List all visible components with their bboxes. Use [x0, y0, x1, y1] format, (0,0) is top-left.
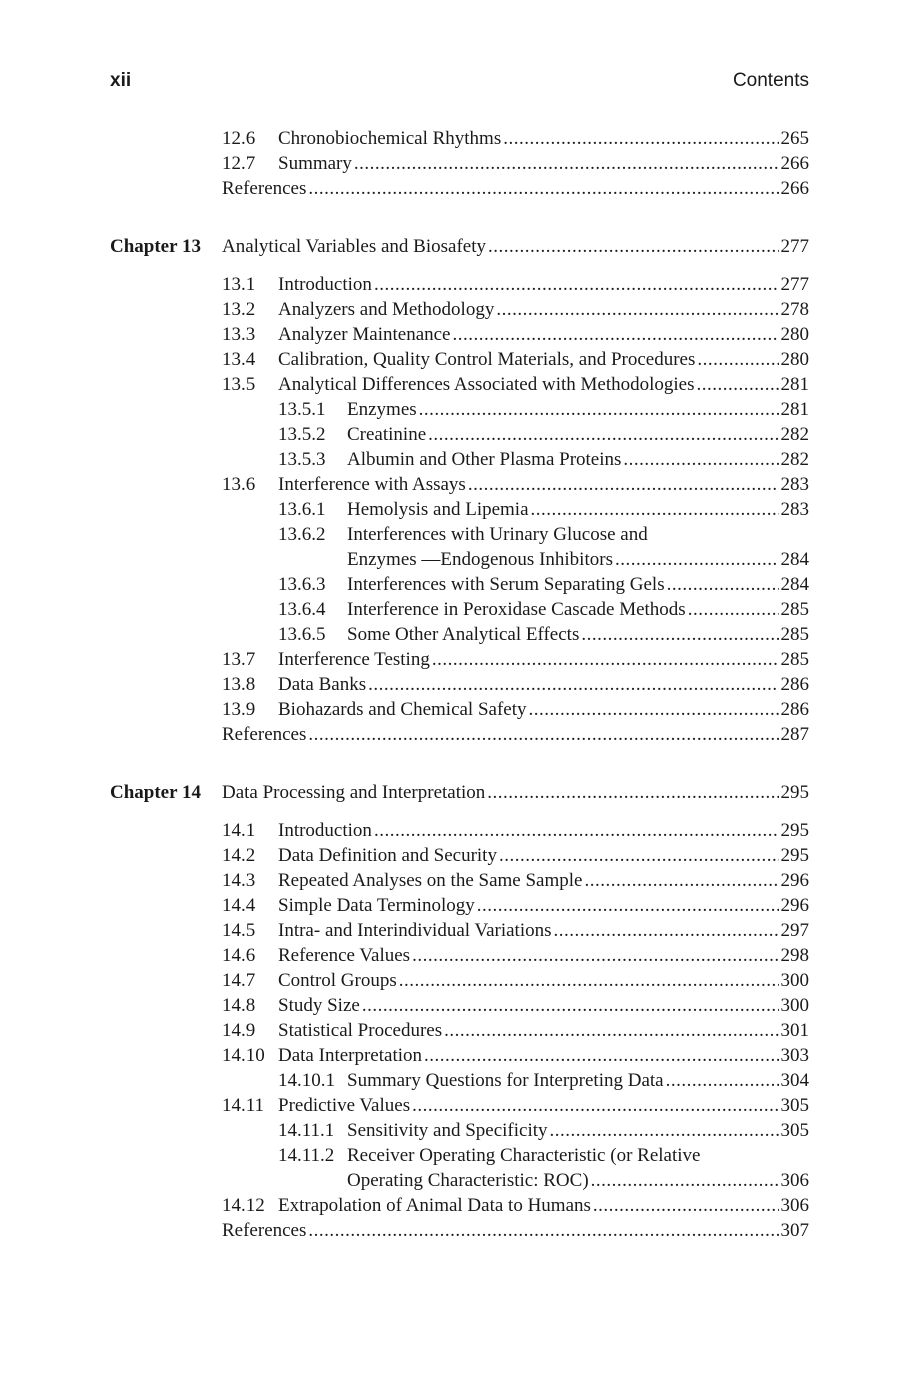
toc-entry [278, 818, 809, 843]
toc-page-number: 295 [780, 845, 809, 866]
toc-entry-title: Introduction [278, 274, 372, 295]
toc-entry-title: Sensitivity and Specificity [347, 1120, 548, 1141]
toc-page-number: 286 [780, 699, 809, 720]
section-row [110, 893, 809, 918]
dot-leader [432, 647, 779, 672]
dot-leader [368, 672, 778, 697]
dot-leader [667, 572, 779, 597]
toc-entry [278, 918, 809, 943]
toc-entry [347, 397, 809, 422]
toc-entry-title: Receiver Operating Characteristic (or Relative [347, 1145, 701, 1166]
dot-leader [503, 126, 778, 151]
section-row [110, 918, 809, 943]
toc-entry-number: 14.7 [222, 970, 256, 991]
dot-leader [496, 297, 778, 322]
section-row [110, 422, 809, 447]
toc-page-number: 280 [780, 349, 809, 370]
toc-entry [347, 1068, 809, 1093]
toc-page-number: 297 [780, 920, 809, 941]
toc-entry-title: Data Interpretation [278, 1045, 423, 1066]
toc-page-number: 287 [780, 724, 809, 745]
toc-page-number: 304 [780, 1070, 809, 1091]
toc-page-number: 283 [780, 474, 809, 495]
section-row [110, 843, 809, 868]
section-row [110, 397, 809, 422]
section-row [110, 1193, 809, 1218]
toc-entry-title: Data Definition and Security [278, 845, 497, 866]
references-row [110, 1218, 809, 1243]
page-folio: xii [110, 70, 132, 91]
toc-entry-number: 13.6.3 [278, 574, 326, 595]
section-row [110, 447, 809, 472]
section-row [110, 472, 809, 497]
toc-entry-number: 13.5.1 [278, 399, 326, 420]
toc-page-number: 281 [780, 374, 809, 395]
toc-entry-title: Creatinine [347, 424, 427, 445]
toc-entry [347, 547, 809, 572]
toc-entry-number: 14.11.1 [278, 1120, 335, 1141]
toc-entry [278, 647, 809, 672]
dot-leader [419, 397, 779, 422]
toc-entry [278, 943, 809, 968]
toc-entry-number: 14.2 [222, 845, 256, 866]
section-row [110, 151, 809, 176]
toc-page-number: 284 [780, 574, 809, 595]
toc-entry-title: Data Banks [278, 674, 367, 695]
dot-leader [477, 893, 779, 918]
toc-page-number: 282 [780, 424, 809, 445]
toc-entry-title: Enzymes —Endogenous Inhibitors [347, 549, 613, 570]
section-row [110, 697, 809, 722]
toc-entry [222, 722, 809, 747]
toc-entry [347, 522, 809, 547]
toc-page-number: 265 [780, 128, 809, 149]
toc-page-number: 305 [780, 1095, 809, 1116]
toc-page-number: 301 [780, 1020, 809, 1041]
toc-entry [347, 447, 809, 472]
toc-entry [278, 672, 809, 697]
toc-page-number: 295 [780, 820, 809, 841]
dot-leader [615, 547, 779, 572]
toc-page-number: 277 [780, 236, 809, 257]
section-row [110, 126, 809, 151]
section-row [110, 943, 809, 968]
toc-page-number: 280 [780, 324, 809, 345]
toc-entry-number: 13.5 [222, 374, 256, 395]
toc-entry [347, 1168, 809, 1193]
toc-entry-title: Repeated Analyses on the Same Sample [278, 870, 583, 891]
section-row [110, 597, 809, 622]
toc-entry-title: Albumin and Other Plasma Proteins [347, 449, 622, 470]
toc-entry-title: References [222, 178, 307, 199]
toc-entry [347, 422, 809, 447]
section-row-continuation [110, 547, 809, 572]
toc-entry [222, 176, 809, 201]
dot-leader [308, 1218, 778, 1243]
toc-entry [278, 297, 809, 322]
section-row [110, 272, 809, 297]
toc-entry-title: Reference Values [278, 945, 411, 966]
toc-entry [222, 234, 809, 259]
dot-leader [424, 1043, 778, 1068]
toc-page-number: 300 [780, 970, 809, 991]
toc-entry-number: 14.12 [222, 1195, 265, 1216]
dot-leader [591, 1168, 779, 1193]
dot-leader [453, 322, 779, 347]
toc-page-number: 285 [780, 624, 809, 645]
toc-page-number: 281 [780, 399, 809, 420]
dot-leader [531, 497, 779, 522]
toc-entry [278, 126, 809, 151]
spacer [110, 805, 809, 818]
references-row [110, 722, 809, 747]
toc-entry [278, 372, 809, 397]
dot-leader [444, 1018, 778, 1043]
dot-leader [412, 943, 778, 968]
toc-entry [347, 497, 809, 522]
chapter-heading [110, 780, 809, 805]
toc-entry [278, 843, 809, 868]
toc-entry [347, 597, 809, 622]
toc-entry-title: Biohazards and Chemical Safety [278, 699, 527, 720]
toc-entry-number: 14.11.2 [278, 1145, 335, 1166]
dot-leader [487, 780, 778, 805]
toc-page-number: 286 [780, 674, 809, 695]
section-row [110, 347, 809, 372]
dot-leader [428, 422, 778, 447]
section-row [110, 868, 809, 893]
section-row-continuation [110, 1168, 809, 1193]
toc-entry-number: 13.6.5 [278, 624, 326, 645]
dot-leader [554, 918, 779, 943]
section-row [110, 322, 809, 347]
toc-entry-number: 13.3 [222, 324, 256, 345]
toc-page-number: 266 [780, 178, 809, 199]
toc-entry-title: Analyzers and Methodology [278, 299, 495, 320]
toc-entry-title: Introduction [278, 820, 372, 841]
toc-page-number: 285 [780, 649, 809, 670]
toc-entry-title: Statistical Procedures [278, 1020, 443, 1041]
toc-entry [278, 993, 809, 1018]
toc-entry-title: Hemolysis and Lipemia [347, 499, 529, 520]
toc-entry-number: 14.1 [222, 820, 256, 841]
toc-entry-number: 13.6 [222, 474, 256, 495]
toc-entry-title: Interference with Assays [278, 474, 466, 495]
toc-entry-number: 13.6.4 [278, 599, 326, 620]
toc-entry-title: References [222, 1220, 307, 1241]
toc-entry-title: Calibration, Quality Control Materials, and Procedures [278, 349, 696, 370]
dot-leader [308, 176, 778, 201]
dot-leader [399, 968, 779, 993]
dot-leader [666, 1068, 779, 1093]
dot-leader [688, 597, 779, 622]
section-row [110, 968, 809, 993]
toc-entry-number: 14.11 [222, 1095, 265, 1116]
toc-entry-number: 13.5.2 [278, 424, 326, 445]
dot-leader [499, 843, 779, 868]
toc-entry-title: Intra- and Interindividual Variations [278, 920, 552, 941]
toc-entry [278, 472, 809, 497]
section-row [110, 647, 809, 672]
toc-entry-number: 14.10.1 [278, 1070, 335, 1091]
dot-leader [308, 722, 778, 747]
toc-entry-number: 14.5 [222, 920, 256, 941]
toc-entry-title: Some Other Analytical Effects [347, 624, 580, 645]
toc-entry [278, 1193, 809, 1218]
chapter-heading [110, 234, 809, 259]
toc-page-number: 303 [780, 1045, 809, 1066]
toc-page-number: 284 [780, 549, 809, 570]
toc-entry [222, 1218, 809, 1243]
toc-entry-title: Analyzer Maintenance [278, 324, 451, 345]
section-row [110, 1068, 809, 1093]
toc-entry-number: 13.6.2 [278, 524, 326, 545]
toc-entry-number: 14.8 [222, 995, 256, 1016]
toc-entry [278, 1043, 809, 1068]
section-row [110, 1118, 809, 1143]
dot-leader [697, 372, 779, 397]
dot-leader [362, 993, 779, 1018]
section-row [110, 497, 809, 522]
toc-entry [278, 868, 809, 893]
toc-entry [278, 968, 809, 993]
toc-entry-title: References [222, 724, 307, 745]
section-row [110, 993, 809, 1018]
toc-entry-title: Analytical Differences Associated with Methodologies [278, 374, 695, 395]
toc-entry-title: Predictive Values [278, 1095, 411, 1116]
toc-entry-number: 13.2 [222, 299, 256, 320]
toc-entry-number: 14.10 [222, 1045, 265, 1066]
toc-page-number: 296 [780, 895, 809, 916]
dot-leader [374, 818, 779, 843]
toc-entry [278, 151, 809, 176]
section-row [110, 818, 809, 843]
toc-entry-title: Study Size [278, 995, 360, 1016]
toc-entry [278, 1093, 809, 1118]
toc-entry-number: 14.4 [222, 895, 256, 916]
toc-entry-title: Data Processing and Interpretation [222, 782, 486, 803]
toc-page-number: 300 [780, 995, 809, 1016]
references-row [110, 176, 809, 201]
section-row [110, 297, 809, 322]
toc-entry-number: 12.7 [222, 153, 256, 174]
toc-page-number: 306 [780, 1170, 809, 1191]
spacer [110, 201, 809, 234]
section-row [110, 1043, 809, 1068]
dot-leader [374, 272, 779, 297]
toc-entry-title: Interference Testing [278, 649, 430, 670]
toc-entry-number: 14.9 [222, 1020, 256, 1041]
toc-page-number: 306 [780, 1195, 809, 1216]
toc-entry-number: 13.6.1 [278, 499, 326, 520]
spacer [110, 259, 809, 272]
toc-entry-title: Chronobiochemical Rhythms [278, 128, 502, 149]
dot-leader [529, 697, 779, 722]
toc-page-number: 282 [780, 449, 809, 470]
toc-page-number: 307 [780, 1220, 809, 1241]
dot-leader [581, 622, 778, 647]
toc-page-number: 283 [780, 499, 809, 520]
toc-entry-title: Simple Data Terminology [278, 895, 475, 916]
dot-leader [488, 234, 779, 259]
toc-entry-number: 13.5.3 [278, 449, 326, 470]
dot-leader [354, 151, 779, 176]
toc-entry-number: 14.3 [222, 870, 256, 891]
toc-entry-number: 13.8 [222, 674, 256, 695]
toc-entry [278, 272, 809, 297]
toc-entry-title: Summary Questions for Interpreting Data [347, 1070, 664, 1091]
toc-page-number: 295 [780, 782, 809, 803]
toc-entry-number: 14.6 [222, 945, 256, 966]
toc-entry-title: Operating Characteristic: ROC) [347, 1170, 589, 1191]
section-row [110, 372, 809, 397]
toc-page-number: 277 [780, 274, 809, 295]
toc-entry-title: Analytical Variables and Biosafety [222, 236, 486, 257]
toc-page-number: 298 [780, 945, 809, 966]
table-of-contents [110, 126, 809, 1243]
section-row [110, 1143, 809, 1168]
toc-entry-number: 13.4 [222, 349, 256, 370]
section-row [110, 1018, 809, 1043]
toc-entry [222, 780, 809, 805]
dot-leader [623, 447, 778, 472]
toc-entry [278, 1018, 809, 1043]
toc-entry [347, 1118, 809, 1143]
dot-leader [468, 472, 779, 497]
dot-leader [412, 1093, 778, 1118]
toc-entry-title: Interferences with Serum Separating Gels [347, 574, 665, 595]
toc-page-number: 278 [780, 299, 809, 320]
toc-entry-number: Chapter 14 [110, 782, 201, 803]
section-row [110, 622, 809, 647]
toc-entry-number: 13.7 [222, 649, 256, 670]
dot-leader [584, 868, 778, 893]
toc-entry-title: Extrapolation of Animal Data to Humans [278, 1195, 591, 1216]
toc-entry [278, 697, 809, 722]
toc-entry [347, 1143, 809, 1168]
toc-page-number: 285 [780, 599, 809, 620]
toc-page-number: 296 [780, 870, 809, 891]
section-row [110, 672, 809, 697]
toc-entry-number: 13.1 [222, 274, 256, 295]
running-head [110, 70, 809, 94]
toc-entry-title: Enzymes [347, 399, 417, 420]
toc-entry [347, 622, 809, 647]
running-head-title: Contents [732, 70, 809, 91]
toc-entry [278, 893, 809, 918]
dot-leader [593, 1193, 779, 1218]
toc-page-number: 266 [780, 153, 809, 174]
toc-entry-number: 13.9 [222, 699, 256, 720]
section-row [110, 572, 809, 597]
toc-entry-title: Interferences with Urinary Glucose and [347, 524, 648, 545]
toc-entry [278, 322, 809, 347]
section-row [110, 1093, 809, 1118]
toc-entry-title: Control Groups [278, 970, 397, 991]
dot-leader [550, 1118, 779, 1143]
dot-leader [697, 347, 778, 372]
toc-entry-number: Chapter 13 [110, 236, 201, 257]
toc-entry-number: 12.6 [222, 128, 256, 149]
toc-entry [347, 572, 809, 597]
toc-entry-title: Interference in Peroxidase Cascade Methods [347, 599, 686, 620]
toc-entry-title: Summary [278, 153, 352, 174]
toc-page-number: 305 [780, 1120, 809, 1141]
toc-entry [278, 347, 809, 372]
spacer [110, 747, 809, 780]
section-row [110, 522, 809, 547]
